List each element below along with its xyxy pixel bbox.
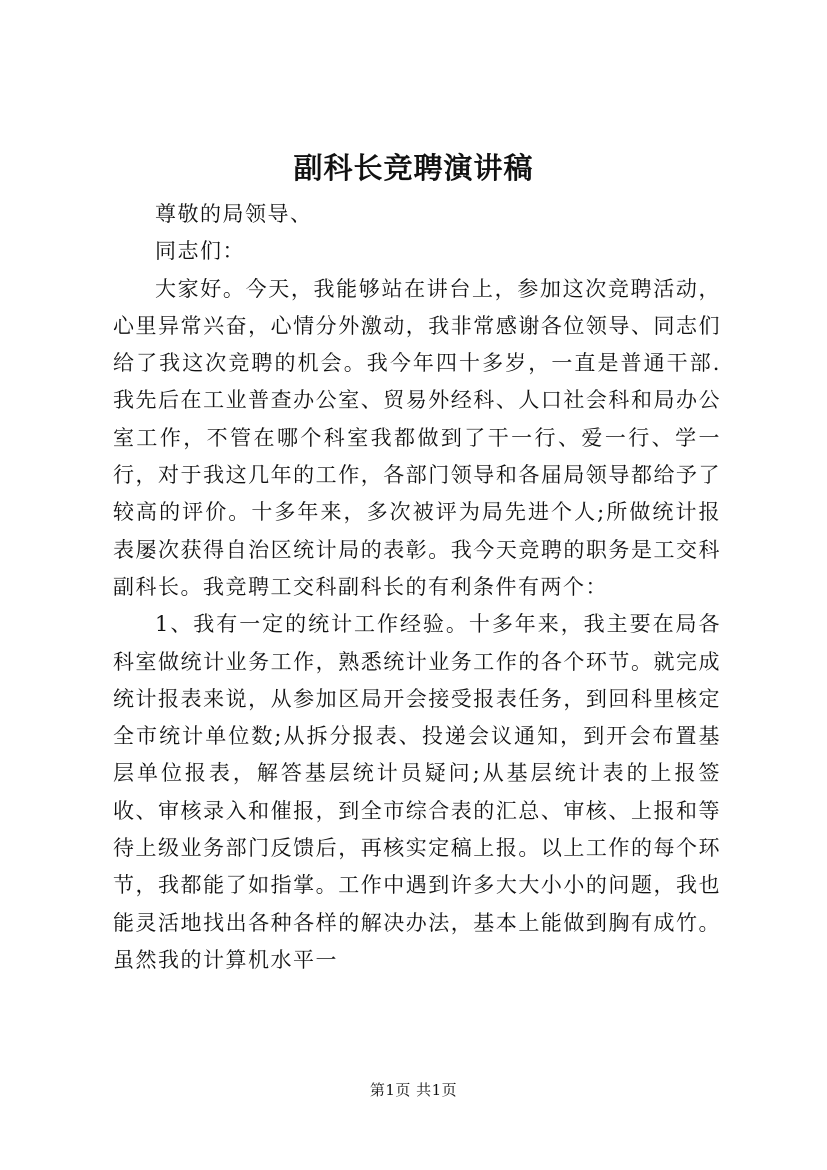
document-body <box>113 196 721 979</box>
body-paragraph: 1、我有一定的统计工作经验。十多年来，我主要在局各科室做统计业务工作，熟悉统计业务工作的各个环节。就完成统计报表来说，从参加区局开会接受报表任务，到回科里核定全市统计单位数;从拆分报表、投递会议通知，到开会布置基层单位报表，解答基层统计员疑问;从基层统计表的上报签收、审核录入和催报，到全市综合表的汇总、审核、上报和等待上级业务部门反馈后，再核实定稿上报。以上工作的每个环节，我都能了如指掌。工作中遇到许多大大小小的问题，我也能灵活地找出各种各样的解决办法，基本上能做到胸有成竹。虽然我的计算机水平一 <box>113 612 721 972</box>
page-footer: 第1页 共1页 <box>369 1081 458 1099</box>
document-title: 副科长竞聘演讲稿 <box>293 151 534 185</box>
salutation-line: 同志们： <box>155 239 245 264</box>
salutation-line: 尊敬的局领导、 <box>155 202 313 226</box>
body-paragraph: 大家好。今天，我能够站在讲台上，参加这次竞聘活动，心里异常兴奋，心情分外激动，我非常感谢各位领导、同志们给了我这次竞聘的机会。我今年四十多岁，一直是普通干部.我先后在工业普查办公室、贸易外经科、人口社会科和局办公室工作，不管在哪个科室我都做到了干一行、爱一行、学一行，对于我这几年的工作，各部门领导和各届局领导都给予了较高的评价。十多年来，多次被评为局先进个人;所做统计报表屡次获得自治区统计局的表彰。我今天竞聘的职务是工交科副科长。我竞聘工交科副科长的有利条件有两个： <box>113 276 721 599</box>
